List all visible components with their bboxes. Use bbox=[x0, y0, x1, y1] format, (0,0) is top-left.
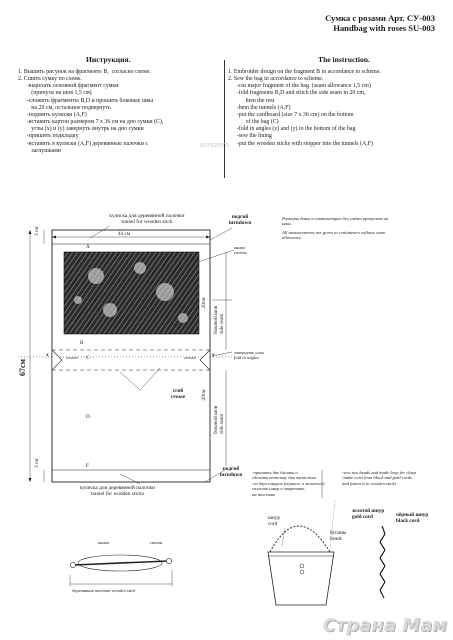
side-seam-ru-2: боковой шов bbox=[213, 405, 219, 434]
black-cord-label bbox=[396, 512, 428, 524]
letter-y: y bbox=[212, 352, 215, 358]
side-seam-en: side seam bbox=[219, 313, 225, 334]
ru-instruction-line: -подшить кулиски (А,F) bbox=[18, 111, 87, 118]
tunnel-top-en: tunnel for wooden stick bbox=[121, 219, 173, 226]
crease-en: crease bbox=[170, 394, 186, 401]
beads-en-note bbox=[342, 470, 442, 486]
wooden-stick bbox=[74, 561, 168, 565]
ru-instruction-line: -пришить подкладку bbox=[18, 133, 79, 140]
gold-cord-label bbox=[352, 508, 384, 520]
corner-y bbox=[200, 350, 210, 370]
side-seam-bottom bbox=[201, 370, 207, 420]
beads-label-en: beads bbox=[330, 536, 342, 542]
crease-label bbox=[158, 388, 198, 401]
beads-en-line: -sew two beads and made loop for clasp bbox=[342, 470, 416, 475]
ru-instruction-line: (припуск на шов 1,5 см) bbox=[18, 90, 92, 97]
en-instruction-line: of the bag (C) bbox=[228, 119, 279, 126]
black-cord-ru: чёрный шнур bbox=[396, 512, 429, 518]
en-instruction-line: 2. Sew the bag in accordance to scheme. bbox=[228, 76, 324, 83]
podgib2-en: turndown bbox=[219, 472, 243, 479]
beads-en-line: and fasten it to wooden sticks bbox=[342, 480, 397, 486]
embroidery-design bbox=[64, 252, 199, 334]
cord-ru: шнур bbox=[268, 515, 280, 521]
side-seam-top-ru bbox=[213, 294, 225, 334]
side-20-bottom: 20см bbox=[201, 389, 207, 401]
beads-en-line: -make cord from black and gold cords bbox=[342, 475, 412, 481]
en-instruction-line: -sew the lining bbox=[228, 133, 272, 140]
ru-instruction-line: 2. Сшить сумку по схеме. bbox=[18, 76, 82, 83]
ru-instruction-line: -вставить в кулиски (А,F) деревянные палочки с bbox=[18, 140, 148, 147]
bottom-margin-label: 3 см bbox=[34, 458, 40, 468]
tunnel-bottom-ru: кулиска для деревянной палочки bbox=[79, 485, 156, 491]
canvas-en: canvas bbox=[234, 250, 247, 256]
tunnel-bottom-label bbox=[30, 485, 205, 498]
letter-b: B bbox=[80, 340, 84, 346]
crease-pointer bbox=[140, 368, 160, 390]
corners-en: fold in angles bbox=[234, 355, 260, 361]
ru-instruction-line: -сложить фрагменты В,D и прошить боковые швы bbox=[18, 97, 154, 104]
cord-label bbox=[268, 515, 280, 527]
letter-c: C bbox=[86, 355, 90, 361]
corners-ru: завернуть углы bbox=[234, 350, 265, 355]
en-instruction-line: -fold fragments B,D and stitch the side seam in 20 cm, bbox=[228, 90, 366, 97]
corners-label bbox=[234, 350, 264, 361]
en-instruction-line: -put the wooden sticks with stopper into the tunnels (A,F) bbox=[228, 140, 373, 147]
cord-handle bbox=[270, 526, 330, 552]
beads-ru-line: -из двух шнуров (черного и золотого) bbox=[252, 480, 325, 486]
tunnel-bottom-en: tunnel for wooden sticks bbox=[90, 491, 145, 498]
stick-stopper-right bbox=[166, 558, 171, 563]
crease-ru: сгиб bbox=[172, 388, 184, 394]
site-logo: Страна Мам bbox=[322, 615, 447, 636]
podgib-ru: подгиб bbox=[231, 214, 249, 220]
en-instruction-line: -cut major fragment of the bag (seam allowance 1,5 cm) bbox=[228, 83, 371, 90]
letter-d: D bbox=[86, 414, 90, 420]
letter-f: F bbox=[86, 463, 89, 469]
height-label: 67см bbox=[18, 359, 27, 376]
beads-ru-line: на палочках bbox=[252, 491, 276, 497]
black-cord-en: black cord bbox=[396, 518, 420, 524]
dims-note-en: All measurements are given in centimeters without seam allowance. bbox=[282, 229, 386, 241]
en-instruction-line: -put the cardboard (size 7 x 36 cm) on the bottom bbox=[228, 111, 354, 118]
cord-en: cord bbox=[268, 521, 278, 527]
side-20-top: 20см bbox=[201, 297, 207, 309]
beads-label-ru: бусины bbox=[330, 530, 347, 536]
gold-cord-en: gold cord bbox=[352, 514, 373, 520]
title-en: Handbag with roses SU-003 bbox=[333, 23, 435, 34]
en-instruction-line: -hem the tunnels (A,F) bbox=[228, 104, 291, 111]
side-seam-en-2: side seam bbox=[219, 413, 225, 434]
podgib2-ru: подгиб bbox=[222, 466, 240, 472]
twisted-cord bbox=[380, 526, 385, 598]
stick-stopper-left bbox=[70, 562, 75, 567]
en-instruction-line: -fold in angles (x) and (y) to the bottom of the bag bbox=[228, 126, 356, 133]
podgib-en: turndown bbox=[228, 220, 252, 227]
side-seam-bottom-label bbox=[213, 394, 225, 434]
watermark-text: zerozero bbox=[200, 140, 230, 149]
beads-ru-line: -пришить две бусины и bbox=[252, 470, 298, 475]
side-seam-top bbox=[201, 278, 207, 328]
beads-ru-line: сделать петельку для застежки bbox=[252, 475, 316, 481]
stick-caption: деревянная палочка wooden stick bbox=[72, 588, 136, 593]
turndown-bottom-label bbox=[211, 466, 251, 479]
corner-x bbox=[52, 350, 62, 370]
en-instruction-line: 1. Embroider design on the fragment B in accordance to scheme. bbox=[228, 69, 381, 75]
ru-instruction-line: -вырезать основной фрагмент сумки bbox=[18, 83, 119, 90]
beads-label bbox=[330, 530, 346, 542]
ru-instruction-line: -вставить картон размером 7 x 36 см на дно сумки (С), bbox=[18, 119, 164, 126]
stick-satin-label: сатин bbox=[150, 540, 163, 545]
beads-ru-line: сплести шнур и закрепить bbox=[252, 486, 305, 492]
gold-cord-ru: золотой шнур bbox=[352, 508, 385, 514]
bag-sketch bbox=[268, 552, 334, 605]
beads-ru-note bbox=[252, 470, 337, 497]
tunnel-top-ru: кулиска для деревянной палочки bbox=[109, 213, 185, 219]
ru-instruction-line: углы (x) и (y) завернуть внутрь на дно сумки bbox=[18, 126, 144, 133]
side-seam-ru: боковой шов bbox=[213, 305, 219, 334]
canvas-ru: канва bbox=[234, 245, 245, 250]
dims-note-ru: Размеры даны в сантиметрах без учёта припусков на швы. bbox=[282, 216, 389, 227]
stick-canvas-label: канва bbox=[98, 540, 109, 545]
letter-a: A bbox=[86, 244, 90, 250]
ru-instruction-line: заглушками bbox=[18, 147, 61, 154]
ru-instruction-line: на 20 см, остальное подвернуть bbox=[18, 104, 111, 111]
width-label: 44 см bbox=[118, 231, 131, 237]
ru-heading: Инструкция. bbox=[86, 55, 131, 64]
en-heading: The instruction. bbox=[318, 55, 370, 64]
top-margin-label: 3 см bbox=[34, 226, 40, 236]
en-instruction-line: hem the rest bbox=[228, 97, 275, 104]
ru-instruction-line: 1. Вышить рисунок на фрагменте В, согласно схеме. bbox=[18, 69, 151, 75]
title-ru: Сумка с розами Арт. СУ-003 bbox=[325, 13, 435, 23]
letter-x: x bbox=[46, 352, 49, 358]
